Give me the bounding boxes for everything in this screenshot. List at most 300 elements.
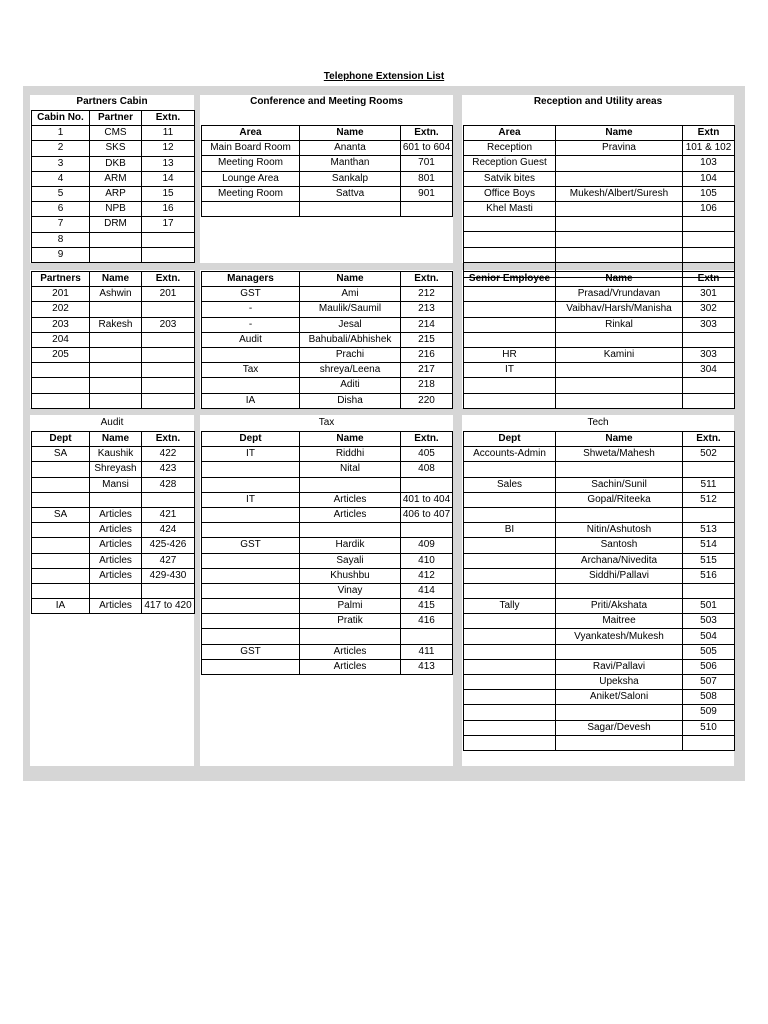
table-row xyxy=(32,553,195,568)
table-cell: GST xyxy=(202,644,300,659)
table-cell: Ravi/Pallavi xyxy=(556,659,683,674)
table-cell: 213 xyxy=(401,302,453,317)
table-cell: 427 xyxy=(142,553,195,568)
table-row xyxy=(464,332,735,347)
table-cell xyxy=(556,644,683,659)
table-row xyxy=(464,735,735,750)
table-cell: Sattva xyxy=(300,186,401,201)
table-row xyxy=(202,186,453,201)
table-cell: 701 xyxy=(401,156,453,171)
header-row xyxy=(202,432,453,447)
table-cell xyxy=(142,583,195,598)
table-cell xyxy=(32,393,90,408)
table-row xyxy=(32,347,195,362)
column-header: Name xyxy=(90,272,142,287)
table-cell xyxy=(142,232,195,247)
tech-table xyxy=(463,431,735,751)
table-cell: 304 xyxy=(683,363,735,378)
table-cell xyxy=(300,201,401,216)
header-row xyxy=(464,272,735,287)
table-cell: Prachi xyxy=(300,347,401,362)
table-cell: 1 xyxy=(32,126,90,141)
table-cell: 14 xyxy=(142,171,195,186)
tax-title: Tax xyxy=(318,417,335,428)
table-cell: 217 xyxy=(401,363,453,378)
table-cell: Maitree xyxy=(556,614,683,629)
table-row xyxy=(464,393,735,408)
table-cell: 425-426 xyxy=(142,538,195,553)
table-cell: Articles xyxy=(300,492,401,507)
table-cell: 415 xyxy=(401,599,453,614)
column-header: Extn. xyxy=(142,432,195,447)
column-header: Area xyxy=(202,126,300,141)
table-row xyxy=(202,347,453,362)
table-row xyxy=(464,232,735,247)
table-cell xyxy=(202,523,300,538)
table-row xyxy=(464,302,735,317)
table-cell: Articles xyxy=(90,599,142,614)
table-row xyxy=(32,317,195,332)
table-row xyxy=(32,507,195,522)
table-cell: NPB xyxy=(90,202,142,217)
table-cell xyxy=(556,201,683,216)
table-cell: Gopal/Riteeka xyxy=(556,492,683,507)
table-cell: ARP xyxy=(90,186,142,201)
table-cell: 15 xyxy=(142,186,195,201)
table-cell: Aditi xyxy=(300,378,401,393)
table-cell: 405 xyxy=(401,447,453,462)
table-row xyxy=(32,126,195,141)
table-cell: 424 xyxy=(142,523,195,538)
table-row xyxy=(464,568,735,583)
table-row xyxy=(464,462,735,477)
table-cell xyxy=(202,378,300,393)
table-cell xyxy=(32,363,90,378)
table-cell: SA xyxy=(32,447,90,462)
table-cell: Articles xyxy=(90,523,142,538)
table-cell xyxy=(142,363,195,378)
table-row xyxy=(32,477,195,492)
column-header: Dept xyxy=(202,432,300,447)
column-header: Partners xyxy=(32,272,90,287)
table-row xyxy=(464,317,735,332)
table-cell: Articles xyxy=(300,644,401,659)
table-cell xyxy=(202,614,300,629)
table-cell xyxy=(464,378,556,393)
table-cell xyxy=(90,247,142,262)
table-cell xyxy=(401,523,453,538)
table-row xyxy=(202,523,453,538)
table-cell: Satvik bites xyxy=(464,171,556,186)
table-row xyxy=(32,447,195,462)
table-cell: 409 xyxy=(401,538,453,553)
table-cell: 203 xyxy=(142,317,195,332)
table-cell xyxy=(90,393,142,408)
table-cell xyxy=(464,720,556,735)
table-row xyxy=(202,201,453,216)
table-cell xyxy=(464,705,556,720)
table-cell xyxy=(142,378,195,393)
table-cell: 429-430 xyxy=(142,568,195,583)
table-cell xyxy=(32,553,90,568)
header-row xyxy=(464,432,735,447)
table-row xyxy=(464,363,735,378)
table-cell xyxy=(556,393,683,408)
table-row xyxy=(202,393,453,408)
table-cell xyxy=(90,347,142,362)
table-cell xyxy=(683,507,735,522)
table-cell: Mansi xyxy=(90,477,142,492)
table-cell: 423 xyxy=(142,462,195,477)
table-row xyxy=(32,462,195,477)
table-cell: Articles xyxy=(90,507,142,522)
table-cell: 103 xyxy=(683,156,735,171)
column-header: Extn. xyxy=(401,432,453,447)
column-header: Name xyxy=(556,432,683,447)
table-cell: 11 xyxy=(142,126,195,141)
conference-table xyxy=(201,125,453,217)
table-cell: 216 xyxy=(401,347,453,362)
table-cell xyxy=(464,553,556,568)
table-row xyxy=(32,538,195,553)
table-cell xyxy=(142,347,195,362)
table-cell: Nitin/Ashutosh xyxy=(556,523,683,538)
table-cell: 8 xyxy=(32,232,90,247)
table-cell: 218 xyxy=(401,378,453,393)
table-row xyxy=(202,553,453,568)
table-cell xyxy=(464,247,556,262)
table-cell: Bahubali/Abhishek xyxy=(300,332,401,347)
table-cell: Rakesh xyxy=(90,317,142,332)
table-cell xyxy=(683,247,735,262)
header-row xyxy=(32,111,195,126)
table-cell xyxy=(556,462,683,477)
table-cell xyxy=(32,492,90,507)
table-cell: Upeksha xyxy=(556,675,683,690)
table-row xyxy=(464,171,735,186)
table-cell xyxy=(32,583,90,598)
table-cell: Priti/Akshata xyxy=(556,599,683,614)
table-cell xyxy=(556,156,683,171)
table-row xyxy=(32,568,195,583)
table-cell: Sankalp xyxy=(300,171,401,186)
table-row xyxy=(202,447,453,462)
table-cell xyxy=(683,217,735,232)
table-cell: 417 to 420 xyxy=(142,599,195,614)
table-cell xyxy=(464,675,556,690)
table-row xyxy=(464,287,735,302)
table-row xyxy=(464,247,735,262)
table-row xyxy=(32,186,195,201)
column-header: Managers xyxy=(202,272,300,287)
column-header: Name xyxy=(556,272,683,287)
table-cell: 214 xyxy=(401,317,453,332)
table-cell xyxy=(683,393,735,408)
column-header: Extn xyxy=(683,272,735,287)
table-cell: 503 xyxy=(683,614,735,629)
table-row xyxy=(464,217,735,232)
table-row xyxy=(202,507,453,522)
table-cell: Vyankatesh/Mukesh xyxy=(556,629,683,644)
table-row xyxy=(464,447,735,462)
table-cell xyxy=(464,462,556,477)
table-cell xyxy=(683,462,735,477)
table-cell: 13 xyxy=(142,156,195,171)
table-row xyxy=(202,462,453,477)
table-cell: 7 xyxy=(32,217,90,232)
table-cell: CMS xyxy=(90,126,142,141)
table-cell xyxy=(683,332,735,347)
table-cell: 410 xyxy=(401,553,453,568)
table-cell: Lounge Area xyxy=(202,171,300,186)
table-cell: Office Boys xyxy=(464,186,556,201)
table-cell xyxy=(32,477,90,492)
table-cell xyxy=(556,247,683,262)
table-cell: Reception xyxy=(464,141,556,156)
table-cell: 3 xyxy=(32,156,90,171)
table-cell xyxy=(300,629,401,644)
table-cell: Accounts-Admin xyxy=(464,447,556,462)
table-cell xyxy=(464,538,556,553)
table-cell: Sayali xyxy=(300,553,401,568)
table-cell: 17 xyxy=(142,217,195,232)
band-separator-2 xyxy=(23,408,745,415)
table-row xyxy=(464,659,735,674)
table-row xyxy=(464,507,735,522)
table-cell: 201 xyxy=(32,287,90,302)
table-cell xyxy=(202,553,300,568)
column-header: Extn. xyxy=(142,272,195,287)
table-cell xyxy=(142,247,195,262)
table-cell: 303 xyxy=(683,347,735,362)
table-cell: IA xyxy=(32,599,90,614)
audit-table xyxy=(31,431,195,614)
table-cell xyxy=(556,735,683,750)
table-row xyxy=(32,363,195,378)
table-cell xyxy=(90,302,142,317)
table-cell xyxy=(32,462,90,477)
table-cell: Tax xyxy=(202,363,300,378)
column-header: Name xyxy=(556,126,683,141)
table-cell xyxy=(90,332,142,347)
table-row xyxy=(202,156,453,171)
table-cell xyxy=(401,201,453,216)
table-cell: 411 xyxy=(401,644,453,659)
table-cell xyxy=(202,507,300,522)
table-cell: Pravina xyxy=(556,141,683,156)
table-cell: Maulik/Saumil xyxy=(300,302,401,317)
table-cell: 508 xyxy=(683,690,735,705)
table-row xyxy=(464,644,735,659)
table-cell: 412 xyxy=(401,568,453,583)
table-cell xyxy=(556,217,683,232)
table-cell xyxy=(202,462,300,477)
header-row xyxy=(202,126,453,141)
table-row xyxy=(202,317,453,332)
table-cell: 205 xyxy=(32,347,90,362)
table-cell: Khushbu xyxy=(300,568,401,583)
table-cell: 5 xyxy=(32,186,90,201)
table-row xyxy=(202,629,453,644)
table-cell: 506 xyxy=(683,659,735,674)
table-cell: Kaushik xyxy=(90,447,142,462)
table-cell xyxy=(464,332,556,347)
table-cell: 201 xyxy=(142,287,195,302)
table-row xyxy=(202,568,453,583)
table-cell xyxy=(142,302,195,317)
table-cell: SKS xyxy=(90,141,142,156)
table-cell: Sachin/Sunil xyxy=(556,477,683,492)
table-cell: Tally xyxy=(464,599,556,614)
table-row xyxy=(202,302,453,317)
header-row xyxy=(464,126,735,141)
table-cell: Hardik xyxy=(300,538,401,553)
table-cell xyxy=(32,568,90,583)
table-cell: GST xyxy=(202,538,300,553)
table-cell xyxy=(556,705,683,720)
table-row xyxy=(464,523,735,538)
table-cell: DRM xyxy=(90,217,142,232)
table-cell: IA xyxy=(202,393,300,408)
table-cell xyxy=(142,393,195,408)
table-cell: 414 xyxy=(401,583,453,598)
table-cell: 801 xyxy=(401,171,453,186)
table-row xyxy=(464,156,735,171)
table-cell xyxy=(32,538,90,553)
table-cell xyxy=(202,629,300,644)
table-cell xyxy=(90,583,142,598)
table-row xyxy=(32,599,195,614)
table-cell: 416 xyxy=(401,614,453,629)
table-cell: IT xyxy=(202,492,300,507)
table-cell: Shreyash xyxy=(90,462,142,477)
table-cell: 601 to 604 xyxy=(401,141,453,156)
table-cell: Disha xyxy=(300,393,401,408)
table-row xyxy=(202,492,453,507)
tax-table xyxy=(201,431,453,675)
table-cell: 215 xyxy=(401,332,453,347)
column-header: Name xyxy=(300,272,401,287)
table-cell: 6 xyxy=(32,202,90,217)
table-row xyxy=(202,583,453,598)
table-cell: 12 xyxy=(142,141,195,156)
table-cell: 516 xyxy=(683,568,735,583)
table-cell: 220 xyxy=(401,393,453,408)
table-cell: IT xyxy=(202,447,300,462)
table-cell: GST xyxy=(202,287,300,302)
table-cell: IT xyxy=(464,363,556,378)
column-header: Extn. xyxy=(401,126,453,141)
table-cell: Palmi xyxy=(300,599,401,614)
column-header: Name xyxy=(90,432,142,447)
table-cell xyxy=(90,363,142,378)
table-row xyxy=(32,378,195,393)
table-cell xyxy=(464,302,556,317)
partners-table xyxy=(31,271,195,409)
table-cell xyxy=(464,629,556,644)
table-cell xyxy=(401,477,453,492)
table-cell: Ami xyxy=(300,287,401,302)
table-cell: 204 xyxy=(32,332,90,347)
column-header: Extn xyxy=(683,126,735,141)
table-cell: Prasad/Vrundavan xyxy=(556,287,683,302)
column-header: Name xyxy=(300,432,401,447)
table-cell: 512 xyxy=(683,492,735,507)
table-row xyxy=(464,477,735,492)
table-cell: Pratik xyxy=(300,614,401,629)
table-cell: Kamini xyxy=(556,347,683,362)
header-row xyxy=(202,272,453,287)
table-cell xyxy=(90,232,142,247)
table-cell xyxy=(464,393,556,408)
table-cell: Sagar/Devesh xyxy=(556,720,683,735)
table-cell xyxy=(90,492,142,507)
table-row xyxy=(32,492,195,507)
table-cell: Articles xyxy=(90,553,142,568)
column-header: Cabin No. xyxy=(32,111,90,126)
table-cell: Riddhi xyxy=(300,447,401,462)
column-header: Area xyxy=(464,126,556,141)
table-cell: 101 & 102 xyxy=(683,141,735,156)
table-cell: 510 xyxy=(683,720,735,735)
table-cell: 406 to 407 xyxy=(401,507,453,522)
table-cell xyxy=(556,171,683,186)
column-header: Name xyxy=(300,126,401,141)
table-cell: 303 xyxy=(683,317,735,332)
table-row xyxy=(202,477,453,492)
table-cell: Archana/Nivedita xyxy=(556,553,683,568)
table-row xyxy=(464,553,735,568)
table-cell: DKB xyxy=(90,156,142,171)
table-cell: 2 xyxy=(32,141,90,156)
table-cell: Audit xyxy=(202,332,300,347)
table-cell: Articles xyxy=(300,659,401,674)
table-row xyxy=(202,614,453,629)
table-cell: 514 xyxy=(683,538,735,553)
table-row xyxy=(32,332,195,347)
table-cell: Santosh xyxy=(556,538,683,553)
table-cell xyxy=(202,477,300,492)
table-cell: 401 to 404 xyxy=(401,492,453,507)
table-cell: Sales xyxy=(464,477,556,492)
table-cell: 4 xyxy=(32,171,90,186)
table-cell xyxy=(142,332,195,347)
reception-title: Reception and Utility areas xyxy=(533,96,663,107)
column-header: Extn. xyxy=(142,111,195,126)
table-row xyxy=(464,629,735,644)
table-cell: 507 xyxy=(683,675,735,690)
table-cell: Ashwin xyxy=(90,287,142,302)
table-cell: 501 xyxy=(683,599,735,614)
table-cell: 515 xyxy=(683,553,735,568)
table-cell xyxy=(202,599,300,614)
table-cell: 509 xyxy=(683,705,735,720)
table-cell: 104 xyxy=(683,171,735,186)
table-cell xyxy=(202,347,300,362)
table-row xyxy=(464,141,735,156)
table-cell: Siddhi/Pallavi xyxy=(556,568,683,583)
table-row xyxy=(464,186,735,201)
table-cell xyxy=(464,644,556,659)
table-cell: Vinay xyxy=(300,583,401,598)
table-cell: 504 xyxy=(683,629,735,644)
table-cell: Reception Guest xyxy=(464,156,556,171)
table-cell: 502 xyxy=(683,447,735,462)
table-cell xyxy=(202,201,300,216)
table-cell xyxy=(683,232,735,247)
table-cell: Articles xyxy=(90,538,142,553)
table-cell xyxy=(464,317,556,332)
